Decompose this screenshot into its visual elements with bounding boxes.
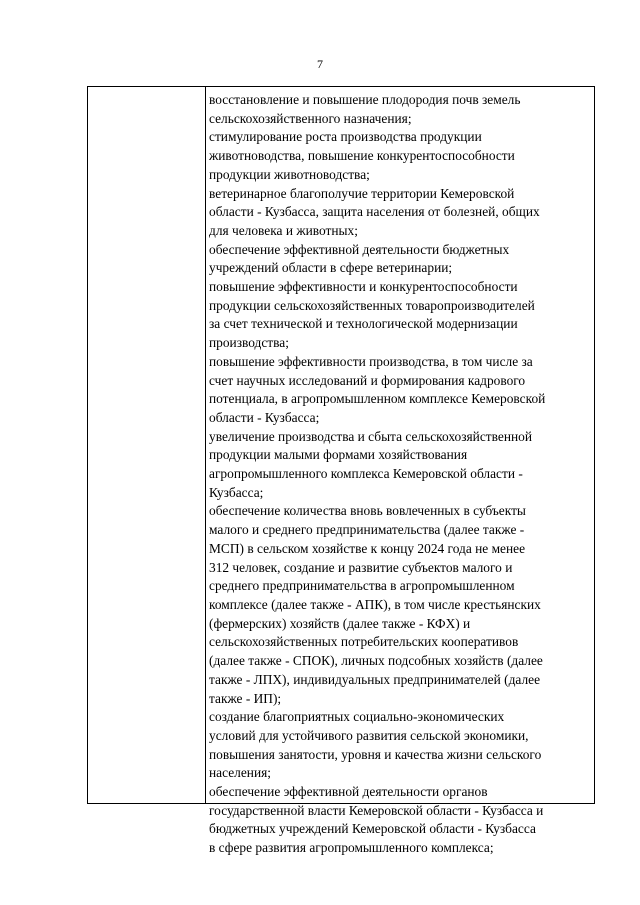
text-line: производства;: [209, 335, 289, 351]
text-line: учреждений области в сфере ветеринарии;: [209, 260, 453, 276]
text-line: комплексе (далее также - АПК), в том числе крестьянских: [209, 596, 541, 612]
document-table: [87, 86, 595, 856]
text-line: также - ЛПХ), индивидуальных предпринимателей (далее: [209, 671, 541, 687]
table-cell-right: [206, 87, 594, 856]
text-line: государственной власти Кемеровской области - Кузбасса и: [209, 802, 544, 818]
text-line: обеспечение количества вновь вовлеченных в субъекты: [209, 503, 526, 519]
text-line: бюджетных учреждений Кемеровской области - Кузбасса: [209, 821, 536, 837]
text-line: условий для устойчивого развития сельской экономики,: [209, 727, 529, 743]
text-line: продукции животноводства;: [209, 166, 370, 182]
text-line: обеспечение эффективной деятельности органов: [209, 784, 488, 800]
text-line: Кузбасса;: [209, 484, 264, 500]
text-line: восстановление и повышение плодородия почв земель: [209, 92, 521, 107]
text-line: также - ИП);: [209, 690, 282, 706]
text-line: счет научных исследований и формирования кадрового: [209, 372, 526, 388]
text-line: животноводства, повышение конкурентоспособности: [209, 148, 515, 164]
text-line: продукции малыми формами хозяйствования: [209, 447, 468, 463]
text-line: стимулирование роста производства продукции: [209, 129, 482, 145]
text-line: агропромышленного комплекса Кемеровской области -: [209, 466, 523, 482]
table-cell-left: [88, 87, 206, 803]
text-line: повышение эффективности и конкурентоспособности: [209, 279, 518, 295]
text-line: МСП) в сельском хозяйстве к концу 2024 года не менее: [209, 540, 526, 556]
text-line: ветеринарное благополучие территории Кемеровской: [209, 185, 515, 201]
text-line: за счет технической и технологической модернизации: [209, 316, 518, 332]
text-line: в сфере развития агропромышленного комплекса;: [209, 840, 494, 856]
text-line: сельскохозяйственных потребительских кооперативов: [209, 634, 519, 650]
text-line: населения;: [209, 765, 271, 781]
text-line: сельскохозяйственного назначения;: [209, 110, 412, 126]
text-line: создание благоприятных социально-экономических: [209, 709, 505, 725]
text-line: обеспечение эффективной деятельности бюджетных: [209, 241, 510, 257]
text-line: увеличение производства и сбыта сельскохозяйственной: [209, 428, 533, 444]
text-line: повышения занятости, уровня и качества жизни сельского: [209, 746, 542, 762]
text-line: для человека и животных;: [209, 222, 358, 238]
page-number: 7: [317, 57, 323, 71]
text-line: продукции сельскохозяйственных товаропроизводителей: [209, 297, 535, 313]
text-line: (фермерских) хозяйств (далее также - КФХ) и: [209, 615, 471, 631]
text-line: среднего предпринимательства в агропромышленном: [209, 578, 515, 594]
text-line: 312 человек, создание и развитие субъектов малого и: [209, 559, 513, 575]
text-line: области - Кузбасса;: [209, 409, 320, 425]
text-line: области - Кузбасса, защита населения от болезней, общих: [209, 204, 540, 220]
text-line: (далее также - СПОК), личных подсобных хозяйств (далее: [209, 653, 543, 669]
text-line: потенциала, в агропромышленном комплексе Кемеровской: [209, 391, 546, 407]
text-line: повышение эффективности производства, в том числе за: [209, 353, 533, 369]
text-line: малого и среднего предпринимательства (далее также -: [209, 522, 525, 538]
